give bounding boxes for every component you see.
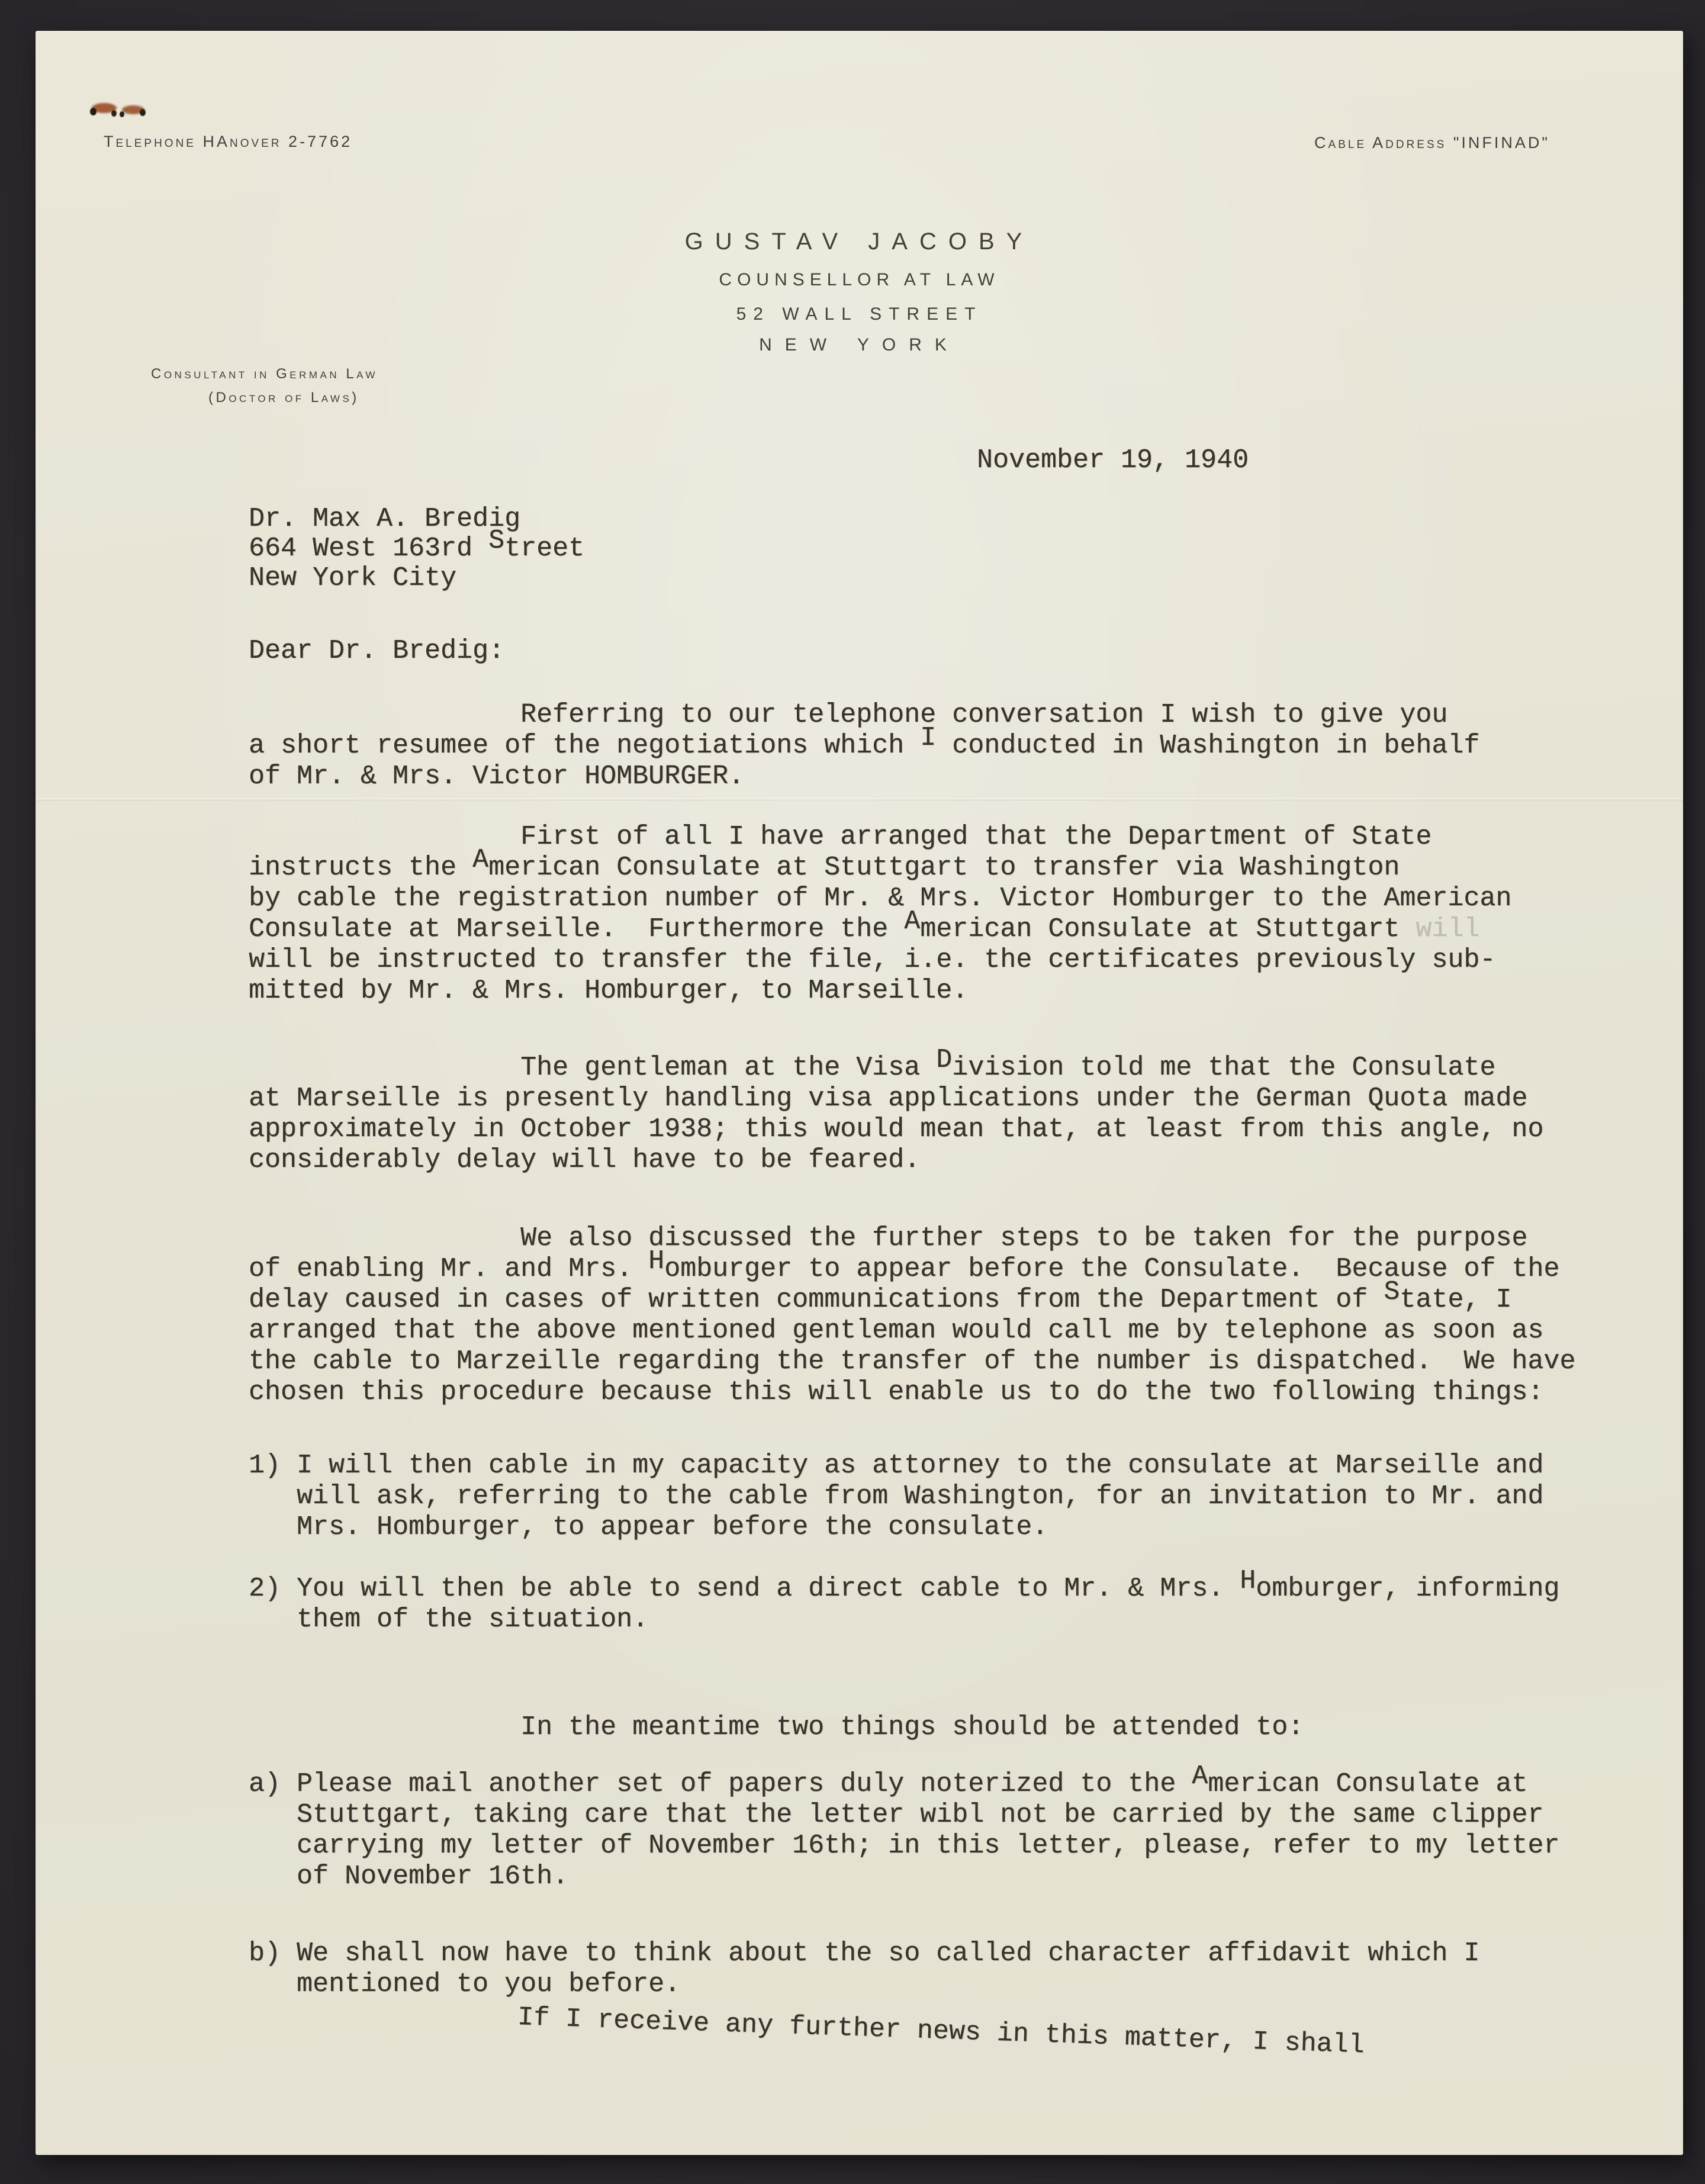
- list-item-1: [249, 1450, 1543, 1543]
- typed-line: November 19, 1940: [977, 445, 1249, 475]
- staple-mark: [120, 111, 124, 117]
- typed-line: The gentleman at the Visa Division told me that the Consulate: [249, 1045, 1496, 1083]
- raised-letter: I: [920, 723, 937, 753]
- typed-line: by cable the registration number of Mr. & Mrs. Victor Homburger to the American: [249, 883, 1512, 914]
- typed-line: Stuttgart, taking care that the letter wibl not be carried by the same clipper: [249, 1800, 1544, 1830]
- raised-letter: A: [472, 845, 489, 875]
- raised-letter: A: [1192, 1761, 1208, 1791]
- raised-letter: S: [488, 526, 505, 556]
- letterhead-doctor-line: (Doctor of Laws): [208, 390, 359, 406]
- typed-line: will be instructed to transfer the file, i.e. the certificates previously sub-: [249, 945, 1496, 975]
- raised-letter: D: [936, 1045, 953, 1075]
- fold-crease: [36, 798, 1683, 801]
- letter-page: [36, 31, 1683, 2155]
- letterhead-cable-address: Cable Address "INFINAD": [1314, 134, 1550, 152]
- list-item-b: [249, 1938, 1479, 2000]
- typed-line: 1) I will then cable in my capacity as attorney to the consulate at Marseille and: [249, 1450, 1544, 1481]
- typed-line: Consulate at Marseille. Furthermore the American Consulate at Stuttgart will: [249, 906, 1480, 944]
- letterhead-consultant-line: Consultant in German Law: [151, 366, 378, 382]
- list-item-2: [249, 1566, 1560, 1635]
- typed-line: Dr. Max A. Bredig: [249, 504, 521, 534]
- staple-mark: [90, 108, 96, 115]
- raised-letter: H: [1240, 1566, 1256, 1596]
- salutation: [249, 636, 504, 667]
- typed-line: will ask, referring to the cable from Washington, for an invitation to Mr. and: [249, 1481, 1544, 1511]
- typed-line: If I receive any further news in this matter, I shall: [517, 2002, 1365, 2061]
- typed-line: b) We shall now have to think about the so called character affidavit which I: [249, 1938, 1480, 1969]
- typed-line: of Mr. & Mrs. Victor HOMBURGER.: [249, 761, 745, 792]
- letterhead-city: NEW YORK: [759, 335, 960, 355]
- paragraph-3: [249, 1045, 1544, 1176]
- erased-text: will: [1416, 914, 1480, 944]
- typed-line: approximately in October 1938; this would mean that, at least from this angle, no: [249, 1114, 1544, 1144]
- recipient-address: [249, 504, 584, 593]
- typed-line: at Marseille is presently handling visa applications under the German Quota made: [249, 1083, 1528, 1114]
- typed-line: New York City: [249, 563, 457, 593]
- paragraph-4: [249, 1223, 1575, 1408]
- letterhead-name: GUSTAV JACOBY: [684, 229, 1034, 255]
- staple-mark: [111, 110, 117, 117]
- letterhead-title: COUNSELLOR AT LAW: [719, 270, 1000, 290]
- typed-line: mentioned to you before.: [249, 1969, 681, 1999]
- paragraph-1: [249, 700, 1479, 792]
- raised-letter: S: [1384, 1277, 1400, 1307]
- typed-line: carrying my letter of November 16th; in this letter, please, refer to my letter: [249, 1831, 1560, 1861]
- raised-letter: A: [904, 906, 921, 937]
- typed-line: First of all I have arranged that the Department of State: [249, 822, 1432, 852]
- typed-line: In the meantime two things should be attended to:: [249, 1712, 1304, 1742]
- typed-line: 664 West 163rd Street: [249, 526, 585, 564]
- typed-line: the cable to Marzeille regarding the transfer of the number is dispatched. We have: [249, 1346, 1576, 1376]
- letterhead-street: 52 WALL STREET: [736, 304, 983, 324]
- typed-line: We also discussed the further steps to be taken for the purpose: [249, 1223, 1528, 1253]
- paragraph-2: [249, 822, 1511, 1006]
- list-item-a: [249, 1761, 1560, 1892]
- typed-line: arranged that the above mentioned gentleman would call me by telephone as soon as: [249, 1315, 1544, 1346]
- typed-line: considerably delay will have to be feared.: [249, 1145, 921, 1175]
- interim-note: [249, 1712, 1304, 1743]
- typed-line: Dear Dr. Bredig:: [249, 636, 505, 666]
- typed-line: a short resumee of the negotiations which I conducted in Washington in behalf: [249, 723, 1480, 761]
- letterhead-telephone: Telephone HAnover 2-7762: [104, 133, 353, 150]
- typed-line: chosen this procedure because this will enable us to do the two following things:: [249, 1377, 1544, 1407]
- typed-line: 2) You will then be able to send a direct cable to Mr. & Mrs. Homburger, informing: [249, 1566, 1560, 1604]
- typed-line: of November 16th.: [249, 1861, 569, 1892]
- typed-line: instructs the American Consulate at Stuttgart to transfer via Washington: [249, 845, 1400, 883]
- typed-line: them of the situation.: [249, 1604, 649, 1635]
- typed-line: of enabling Mr. and Mrs. Homburger to appear before the Consulate. Because of the: [249, 1246, 1560, 1284]
- raised-letter: H: [648, 1246, 665, 1276]
- staple-mark: [140, 109, 146, 116]
- typed-line: Mrs. Homburger, to appear before the consulate.: [249, 1512, 1048, 1542]
- closing-line: [517, 2002, 1365, 2061]
- typed-line: delay caused in cases of written communications from the Department of State, I: [249, 1277, 1512, 1315]
- typed-line: a) Please mail another set of papers duly noterized to the American Consulate at: [249, 1761, 1528, 1799]
- typed-line: Referring to our telephone conversation I wish to give you: [249, 700, 1448, 730]
- date-line: [977, 445, 1249, 476]
- typed-line: mitted by Mr. & Mrs. Homburger, to Marseille.: [249, 976, 969, 1006]
